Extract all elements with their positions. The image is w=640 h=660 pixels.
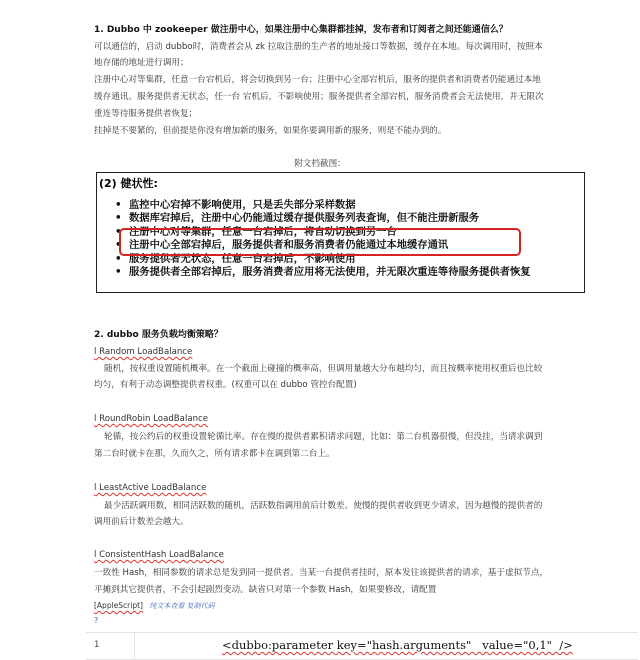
applescript-label: [AppleScript]: [94, 601, 143, 610]
section1-line-3: 注册中心对等集群，任意一台宕机后，将会切换到另一台；注册中心全部宕机后，服务的提供者和消费者仍能通过本地: [94, 75, 541, 85]
section1-line-4: 缓存通讯。服务提供者无状态，任一台 宕机后，不影响使用；服务提供者全部宕机，服务消费者会无法使用，并无限次: [94, 92, 544, 102]
leastactive-line-2: 调用前后计数差会越大。: [94, 517, 189, 527]
roundrobin-line-2: 第二台时就卡在那，久而久之，所有请求都卡在调到第二台上。: [94, 449, 335, 459]
figure-bullet: • 注册中心全部宕掉后，服务提供者和服务消费者仍能通过本地缓存通讯: [115, 239, 531, 252]
figure-bullet: • 数据库宕掉后，注册中心仍能通过缓存提供服务列表查询，但不能注册新服务: [115, 212, 531, 225]
figure-title: (2) 健状性:: [99, 177, 158, 190]
code-actions-link[interactable]: 纯文本查看 复制代码: [149, 602, 215, 610]
random-line-2: 均匀，有利于动态调整提供者权重。(权重可以在 dubbo 管控台配置): [94, 380, 357, 390]
embedded-doc-screenshot: [96, 172, 585, 293]
section1-heading: 1. Dubbo 中 zookeeper 做注册中心，如果注册中心集群都挂掉，发布者和订阅者之间还能通信么？: [94, 25, 508, 35]
consistenthash-line-2: 平摊到其它提供者，不会引起剧烈变动。缺省只对第一个参数 Hash，如果要修改，请配置: [94, 585, 437, 595]
code-toolbar: [94, 600, 215, 612]
section2-heading: 2. dubbo 服务负载均衡策略？: [94, 330, 223, 340]
highlight-box: [119, 228, 521, 256]
help-question-link[interactable]: ?: [94, 616, 99, 625]
leastactive-line-1: 最少活跃调用数，相同活跃数的随机，活跃数指调用前后计数差。使慢的提供者收到更少请求，因为越慢的提供者的: [104, 501, 543, 511]
consistenthash-line-1: 一致性 Hash，相同参数的请求总是发到同一提供者。当某一台提供者挂时，原本发往该提供者的请求，基于虚拟节点，: [94, 568, 549, 578]
code-block: [86, 632, 638, 660]
random-line-1: 随机，按权重设置随机概率。在一个截面上碰撞的概率高，但调用量越大分布越均匀，而且按概率使用权重后也比较: [104, 364, 543, 374]
section1-line-5: 重连等待服务提供者恢复；: [94, 109, 198, 119]
section1-line-6: 挂掉是不要紧的，但前提是你没有增加新的服务，如果你要调用新的服务，则是不能办到的。: [94, 126, 447, 136]
roundrobin-title: l RoundRobin LoadBalance: [94, 414, 209, 424]
section1-line-1: 可以通信的，启动 dubbo时，消费者会从 zk 拉取注册的生产者的地址接口等数据，缓存在本地。每次调用时，按照本: [94, 42, 543, 52]
leastactive-title: l LeastActive LoadBalance: [94, 483, 207, 493]
figure-bullet: • 监控中心宕掉不影响使用，只是丢失部分采样数据: [115, 199, 531, 212]
figure-bullet: • 服务提供者无状态，任意一台宕掉后，不影响使用: [115, 253, 531, 266]
consistenthash-title: l ConsistentHash LoadBalance: [94, 550, 224, 560]
code-gutter-divider: [134, 633, 135, 659]
figure-caption: 附文档截图：: [294, 159, 346, 169]
figure-bullet: • 服务提供者全部宕掉后，服务消费者应用将无法使用，并无限次重连等待服务提供者恢复: [115, 266, 531, 279]
roundrobin-line-1: 轮循，按公约后的权重设置轮循比率。存在慢的提供者累积请求问题，比如：第二台机器很慢，但没挂，当请求调到: [104, 432, 543, 442]
figure-bullet: • 注册中心对等集群，任意一台宕掉后，将自动切换到另一台: [115, 226, 531, 239]
code-line-number: 1: [94, 640, 100, 650]
section1-line-2: 地存储的地址进行调用；: [94, 58, 189, 68]
random-title: l Random LoadBalance: [94, 347, 193, 357]
code-line: <dubbo:parameter key="hash.arguments" value="0,1" />: [222, 638, 573, 652]
